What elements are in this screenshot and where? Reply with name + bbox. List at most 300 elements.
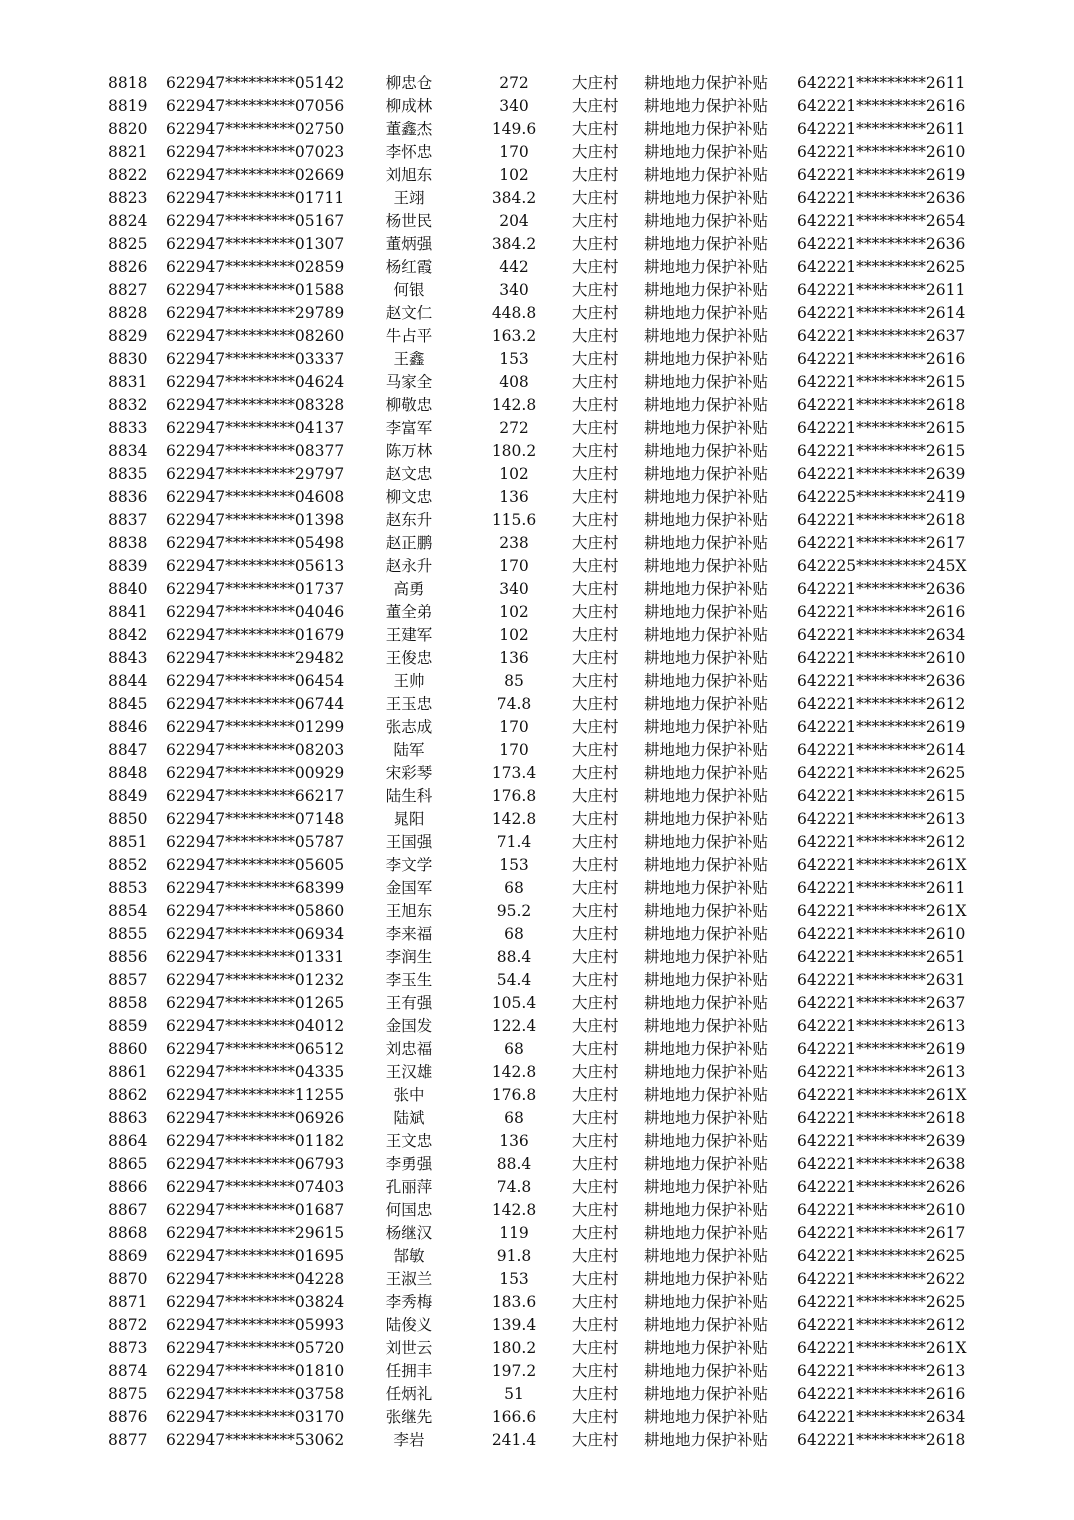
- id-number: 642221*********2610: [797, 925, 966, 943]
- table-row: [0, 1199, 1074, 1222]
- subsidy-amount: 170: [499, 718, 529, 736]
- table-row: [0, 877, 1074, 900]
- village-name: 大庄村: [572, 580, 619, 598]
- village-name: 大庄村: [572, 764, 619, 782]
- village-name: 大庄村: [572, 1247, 619, 1265]
- id-number: 642221*********2654: [797, 212, 966, 230]
- village-name: 大庄村: [572, 442, 619, 460]
- bank-account: 622947*********04228: [166, 1270, 345, 1288]
- subsidy-amount: 384.2: [491, 235, 537, 253]
- bank-account: 622947*********11255: [166, 1086, 345, 1104]
- bank-account: 622947*********01588: [166, 281, 345, 299]
- person-name: 陆斌: [393, 1109, 425, 1127]
- subsidy-amount: 102: [499, 166, 529, 184]
- subsidy-type: 耕地地力保护补贴: [644, 741, 769, 759]
- person-name: 郜敏: [393, 1247, 425, 1265]
- bank-account: 622947*********04335: [166, 1063, 345, 1081]
- row-number: 8875: [108, 1385, 148, 1403]
- person-name: 杨继汉: [385, 1224, 433, 1242]
- bank-account: 622947*********03337: [166, 350, 345, 368]
- table-row: [0, 1268, 1074, 1291]
- village-name: 大庄村: [572, 626, 619, 644]
- subsidy-type: 耕地地力保护补贴: [644, 557, 769, 575]
- row-number: 8866: [108, 1178, 148, 1196]
- bank-account: 622947*********05787: [166, 833, 345, 851]
- subsidy-amount: 183.6: [491, 1293, 537, 1311]
- subsidy-type: 耕地地力保护补贴: [644, 1316, 769, 1334]
- subsidy-type: 耕地地力保护补贴: [644, 1017, 769, 1035]
- id-number: 642221*********2639: [797, 1132, 966, 1150]
- person-name: 王俊忠: [385, 649, 433, 667]
- row-number: 8871: [108, 1293, 148, 1311]
- table-row: [0, 1291, 1074, 1314]
- id-number: 642221*********2615: [797, 373, 966, 391]
- subsidy-type: 耕地地力保护补贴: [644, 1408, 769, 1426]
- id-number: 642221*********261X: [797, 1086, 967, 1104]
- table-row: [0, 969, 1074, 992]
- table-row: [0, 187, 1074, 210]
- person-name: 王淑兰: [385, 1270, 433, 1288]
- subsidy-amount: 74.8: [496, 1178, 532, 1196]
- bank-account: 622947*********04012: [166, 1017, 345, 1035]
- village-name: 大庄村: [572, 419, 619, 437]
- row-number: 8841: [108, 603, 148, 621]
- subsidy-type: 耕地地力保护补贴: [644, 1431, 769, 1449]
- id-number: 642221*********2610: [797, 143, 966, 161]
- bank-account: 622947*********05167: [166, 212, 345, 230]
- table-row: [0, 256, 1074, 279]
- village-name: 大庄村: [572, 557, 619, 575]
- table-row: [0, 348, 1074, 371]
- person-name: 李岩: [393, 1431, 425, 1449]
- person-name: 杨世民: [385, 212, 433, 230]
- table-row: [0, 440, 1074, 463]
- person-name: 王帅: [393, 672, 425, 690]
- subsidy-type: 耕地地力保护补贴: [644, 695, 769, 713]
- id-number: 642221*********2615: [797, 419, 966, 437]
- person-name: 陆俊义: [385, 1316, 433, 1334]
- table-row: [0, 624, 1074, 647]
- bank-account: 622947*********02750: [166, 120, 345, 138]
- bank-account: 622947*********68399: [166, 879, 345, 897]
- subsidy-amount: 241.4: [491, 1431, 537, 1449]
- bank-account: 622947*********04624: [166, 373, 345, 391]
- person-name: 李来福: [385, 925, 433, 943]
- subsidy-type: 耕地地力保护补贴: [644, 212, 769, 230]
- subsidy-amount: 340: [499, 97, 529, 115]
- village-name: 大庄村: [572, 327, 619, 345]
- id-number: 642221*********2616: [797, 1385, 966, 1403]
- person-name: 马家全: [385, 373, 433, 391]
- bank-account: 622947*********29482: [166, 649, 345, 667]
- bank-account: 622947*********03824: [166, 1293, 345, 1311]
- person-name: 王建军: [385, 626, 433, 644]
- table-row: [0, 1084, 1074, 1107]
- row-number: 8846: [108, 718, 148, 736]
- person-name: 李勇强: [385, 1155, 433, 1173]
- village-name: 大庄村: [572, 1339, 619, 1357]
- village-name: 大庄村: [572, 787, 619, 805]
- person-name: 赵永升: [385, 557, 433, 575]
- id-number: 642221*********261X: [797, 1339, 967, 1357]
- village-name: 大庄村: [572, 120, 619, 138]
- table-row: [0, 1383, 1074, 1406]
- row-number: 8842: [108, 626, 148, 644]
- id-number: 642221*********2636: [797, 189, 966, 207]
- row-number: 8865: [108, 1155, 148, 1173]
- table-row: [0, 1061, 1074, 1084]
- row-number: 8850: [108, 810, 148, 828]
- row-number: 8837: [108, 511, 148, 529]
- id-number: 642221*********2636: [797, 235, 966, 253]
- subsidy-type: 耕地地力保护补贴: [644, 1201, 769, 1219]
- village-name: 大庄村: [572, 1017, 619, 1035]
- id-number: 642221*********2618: [797, 396, 966, 414]
- village-name: 大庄村: [572, 1178, 619, 1196]
- subsidy-amount: 122.4: [491, 1017, 537, 1035]
- village-name: 大庄村: [572, 810, 619, 828]
- table-row: [0, 808, 1074, 831]
- village-name: 大庄村: [572, 1362, 619, 1380]
- bank-account: 622947*********01182: [166, 1132, 345, 1150]
- subsidy-type: 耕地地力保护补贴: [644, 1270, 769, 1288]
- bank-account: 622947*********01331: [166, 948, 345, 966]
- id-number: 642221*********2634: [797, 626, 966, 644]
- table-row: [0, 1130, 1074, 1153]
- subsidy-type: 耕地地力保护补贴: [644, 511, 769, 529]
- id-number: 642221*********2611: [797, 74, 966, 92]
- person-name: 柳文忠: [385, 488, 433, 506]
- id-number: 642221*********2612: [797, 833, 966, 851]
- table-row: [0, 923, 1074, 946]
- table-row: [0, 509, 1074, 532]
- subsidy-type: 耕地地力保护补贴: [644, 1155, 769, 1173]
- table-row: [0, 716, 1074, 739]
- person-name: 刘旭东: [385, 166, 433, 184]
- row-number: 8853: [108, 879, 148, 897]
- id-number: 642221*********2617: [797, 534, 966, 552]
- id-number: 642221*********2615: [797, 442, 966, 460]
- row-number: 8877: [108, 1431, 148, 1449]
- person-name: 赵文仁: [385, 304, 433, 322]
- person-name: 李富军: [385, 419, 433, 437]
- village-name: 大庄村: [572, 971, 619, 989]
- id-number: 642221*********2651: [797, 948, 966, 966]
- subsidy-type: 耕地地力保护补贴: [644, 281, 769, 299]
- subsidy-type: 耕地地力保护补贴: [644, 764, 769, 782]
- bank-account: 622947*********01265: [166, 994, 345, 1012]
- village-name: 大庄村: [572, 235, 619, 253]
- table-row: [0, 785, 1074, 808]
- village-name: 大庄村: [572, 1201, 619, 1219]
- village-name: 大庄村: [572, 373, 619, 391]
- table-row: [0, 992, 1074, 1015]
- row-number: 8828: [108, 304, 148, 322]
- subsidy-amount: 68: [504, 1040, 524, 1058]
- village-name: 大庄村: [572, 925, 619, 943]
- bank-account: 622947*********07148: [166, 810, 345, 828]
- bank-account: 622947*********06454: [166, 672, 345, 690]
- row-number: 8856: [108, 948, 148, 966]
- village-name: 大庄村: [572, 695, 619, 713]
- subsidy-amount: 54.4: [496, 971, 532, 989]
- subsidy-amount: 166.6: [491, 1408, 537, 1426]
- id-number: 642221*********2616: [797, 97, 966, 115]
- subsidy-type: 耕地地力保护补贴: [644, 189, 769, 207]
- subsidy-type: 耕地地力保护补贴: [644, 810, 769, 828]
- row-number: 8822: [108, 166, 148, 184]
- subsidy-amount: 197.2: [491, 1362, 537, 1380]
- bank-account: 622947*********00929: [166, 764, 345, 782]
- bank-account: 622947*********29789: [166, 304, 345, 322]
- id-number: 642221*********2614: [797, 741, 966, 759]
- subsidy-type: 耕地地力保护补贴: [644, 1040, 769, 1058]
- row-number: 8848: [108, 764, 148, 782]
- bank-account: 622947*********01711: [166, 189, 345, 207]
- subsidy-type: 耕地地力保护补贴: [644, 603, 769, 621]
- subsidy-amount: 102: [499, 465, 529, 483]
- row-number: 8860: [108, 1040, 148, 1058]
- subsidy-type: 耕地地力保护补贴: [644, 1293, 769, 1311]
- id-number: 642221*********2618: [797, 511, 966, 529]
- table-row: [0, 1337, 1074, 1360]
- subsidy-amount: 384.2: [491, 189, 537, 207]
- row-number: 8864: [108, 1132, 148, 1150]
- table-row: [0, 325, 1074, 348]
- table-row: [0, 1038, 1074, 1061]
- subsidy-amount: 68: [504, 879, 524, 897]
- table-row: [0, 854, 1074, 877]
- row-number: 8836: [108, 488, 148, 506]
- subsidy-type: 耕地地力保护补贴: [644, 879, 769, 897]
- bank-account: 622947*********01307: [166, 235, 345, 253]
- subsidy-type: 耕地地力保护补贴: [644, 74, 769, 92]
- bank-account: 622947*********01679: [166, 626, 345, 644]
- bank-account: 622947*********08203: [166, 741, 345, 759]
- row-number: 8854: [108, 902, 148, 920]
- bank-account: 622947*********53062: [166, 1431, 345, 1449]
- bank-account: 622947*********05142: [166, 74, 345, 92]
- subsidy-amount: 115.6: [491, 511, 537, 529]
- table-row: [0, 555, 1074, 578]
- subsidy-type: 耕地地力保护补贴: [644, 488, 769, 506]
- village-name: 大庄村: [572, 1316, 619, 1334]
- subsidy-amount: 170: [499, 557, 529, 575]
- subsidy-type: 耕地地力保护补贴: [644, 649, 769, 667]
- subsidy-type: 耕地地力保护补贴: [644, 534, 769, 552]
- subsidy-amount: 85: [504, 672, 524, 690]
- bank-account: 622947*********07023: [166, 143, 345, 161]
- subsidy-type: 耕地地力保护补贴: [644, 626, 769, 644]
- row-number: 8832: [108, 396, 148, 414]
- id-number: 642221*********2616: [797, 350, 966, 368]
- subsidy-amount: 74.8: [496, 695, 532, 713]
- subsidy-type: 耕地地力保护补贴: [644, 350, 769, 368]
- bank-account: 622947*********04137: [166, 419, 345, 437]
- person-name: 王汉雄: [385, 1063, 433, 1081]
- table-row: [0, 72, 1074, 95]
- row-number: 8830: [108, 350, 148, 368]
- row-number: 8819: [108, 97, 148, 115]
- table-row: [0, 1429, 1074, 1452]
- subsidy-type: 耕地地力保护补贴: [644, 1132, 769, 1150]
- subsidy-type: 耕地地力保护补贴: [644, 672, 769, 690]
- person-name: 任拥丰: [385, 1362, 433, 1380]
- subsidy-amount: 71.4: [496, 833, 532, 851]
- person-name: 高勇: [393, 580, 425, 598]
- subsidy-table: [0, 72, 1074, 1452]
- row-number: 8826: [108, 258, 148, 276]
- id-number: 642221*********2639: [797, 465, 966, 483]
- subsidy-type: 耕地地力保护补贴: [644, 235, 769, 253]
- subsidy-amount: 88.4: [496, 1155, 532, 1173]
- id-number: 642221*********2613: [797, 1017, 966, 1035]
- table-row: [0, 210, 1074, 233]
- row-number: 8858: [108, 994, 148, 1012]
- subsidy-type: 耕地地力保护补贴: [644, 1178, 769, 1196]
- bank-account: 622947*********06934: [166, 925, 345, 943]
- id-number: 642221*********2615: [797, 787, 966, 805]
- bank-account: 622947*********05993: [166, 1316, 345, 1334]
- row-number: 8859: [108, 1017, 148, 1035]
- subsidy-amount: 180.2: [491, 442, 537, 460]
- subsidy-amount: 153: [499, 1270, 529, 1288]
- village-name: 大庄村: [572, 649, 619, 667]
- id-number: 642221*********2618: [797, 1431, 966, 1449]
- subsidy-type: 耕地地力保护补贴: [644, 1339, 769, 1357]
- person-name: 李润生: [385, 948, 433, 966]
- person-name: 柳敬忠: [385, 396, 433, 414]
- table-row: [0, 670, 1074, 693]
- table-row: [0, 394, 1074, 417]
- row-number: 8852: [108, 856, 148, 874]
- subsidy-amount: 204: [499, 212, 529, 230]
- bank-account: 622947*********04046: [166, 603, 345, 621]
- bank-account: 622947*********06744: [166, 695, 345, 713]
- id-number: 642221*********2611: [797, 879, 966, 897]
- subsidy-amount: 272: [499, 74, 529, 92]
- subsidy-amount: 176.8: [491, 787, 537, 805]
- bank-account: 622947*********29797: [166, 465, 345, 483]
- table-row: [0, 1314, 1074, 1337]
- id-number: 642221*********2619: [797, 1040, 966, 1058]
- row-number: 8845: [108, 695, 148, 713]
- subsidy-type: 耕地地力保护补贴: [644, 787, 769, 805]
- id-number: 642221*********2625: [797, 1293, 966, 1311]
- person-name: 刘忠福: [385, 1040, 433, 1058]
- row-number: 8876: [108, 1408, 148, 1426]
- subsidy-type: 耕地地力保护补贴: [644, 580, 769, 598]
- bank-account: 622947*********01299: [166, 718, 345, 736]
- subsidy-type: 耕地地力保护补贴: [644, 465, 769, 483]
- person-name: 王旭东: [385, 902, 433, 920]
- table-row: [0, 647, 1074, 670]
- bank-account: 622947*********05613: [166, 557, 345, 575]
- subsidy-amount: 176.8: [491, 1086, 537, 1104]
- row-number: 8847: [108, 741, 148, 759]
- village-name: 大庄村: [572, 1408, 619, 1426]
- person-name: 李怀忠: [385, 143, 433, 161]
- id-number: 642221*********2614: [797, 304, 966, 322]
- village-name: 大庄村: [572, 212, 619, 230]
- row-number: 8834: [108, 442, 148, 460]
- subsidy-type: 耕地地力保护补贴: [644, 373, 769, 391]
- person-name: 张志成: [385, 718, 433, 736]
- id-number: 642221*********2610: [797, 649, 966, 667]
- table-row: [0, 141, 1074, 164]
- subsidy-type: 耕地地力保护补贴: [644, 166, 769, 184]
- subsidy-amount: 340: [499, 281, 529, 299]
- subsidy-amount: 95.2: [496, 902, 532, 920]
- id-number: 642221*********2636: [797, 672, 966, 690]
- subsidy-amount: 340: [499, 580, 529, 598]
- person-name: 李秀梅: [385, 1293, 433, 1311]
- subsidy-amount: 68: [504, 925, 524, 943]
- village-name: 大庄村: [572, 1270, 619, 1288]
- person-name: 柳成林: [385, 97, 433, 115]
- row-number: 8857: [108, 971, 148, 989]
- village-name: 大庄村: [572, 488, 619, 506]
- subsidy-amount: 136: [499, 488, 529, 506]
- bank-account: 622947*********02669: [166, 166, 345, 184]
- id-number: 642221*********2634: [797, 1408, 966, 1426]
- village-name: 大庄村: [572, 603, 619, 621]
- person-name: 晁阳: [393, 810, 425, 828]
- table-row: [0, 302, 1074, 325]
- person-name: 柳忠仓: [385, 74, 433, 92]
- bank-account: 622947*********03758: [166, 1385, 345, 1403]
- person-name: 李玉生: [385, 971, 433, 989]
- village-name: 大庄村: [572, 1431, 619, 1449]
- subsidy-amount: 136: [499, 1132, 529, 1150]
- subsidy-type: 耕地地力保护补贴: [644, 856, 769, 874]
- id-number: 642225*********245X: [797, 557, 967, 575]
- id-number: 642221*********2636: [797, 580, 966, 598]
- subsidy-type: 耕地地力保护补贴: [644, 1063, 769, 1081]
- table-row: [0, 233, 1074, 256]
- id-number: 642221*********2619: [797, 166, 966, 184]
- id-number: 642221*********2625: [797, 1247, 966, 1265]
- village-name: 大庄村: [572, 902, 619, 920]
- person-name: 王有强: [385, 994, 433, 1012]
- table-row: [0, 1107, 1074, 1130]
- village-name: 大庄村: [572, 994, 619, 1012]
- subsidy-amount: 180.2: [491, 1339, 537, 1357]
- subsidy-type: 耕地地力保护补贴: [644, 1086, 769, 1104]
- person-name: 何银: [393, 281, 425, 299]
- row-number: 8823: [108, 189, 148, 207]
- village-name: 大庄村: [572, 1132, 619, 1150]
- village-name: 大庄村: [572, 1155, 619, 1173]
- row-number: 8821: [108, 143, 148, 161]
- id-number: 642221*********2626: [797, 1178, 966, 1196]
- person-name: 董炳强: [385, 235, 433, 253]
- id-number: 642225*********2419: [797, 488, 966, 506]
- village-name: 大庄村: [572, 1086, 619, 1104]
- subsidy-amount: 170: [499, 143, 529, 161]
- subsidy-amount: 136: [499, 649, 529, 667]
- id-number: 642221*********2611: [797, 120, 966, 138]
- person-name: 赵文忠: [385, 465, 433, 483]
- bank-account: 622947*********07403: [166, 1178, 345, 1196]
- row-number: 8833: [108, 419, 148, 437]
- village-name: 大庄村: [572, 74, 619, 92]
- bank-account: 622947*********01810: [166, 1362, 345, 1380]
- subsidy-amount: 170: [499, 741, 529, 759]
- table-row: [0, 371, 1074, 394]
- id-number: 642221*********2617: [797, 1224, 966, 1242]
- bank-account: 622947*********03170: [166, 1408, 345, 1426]
